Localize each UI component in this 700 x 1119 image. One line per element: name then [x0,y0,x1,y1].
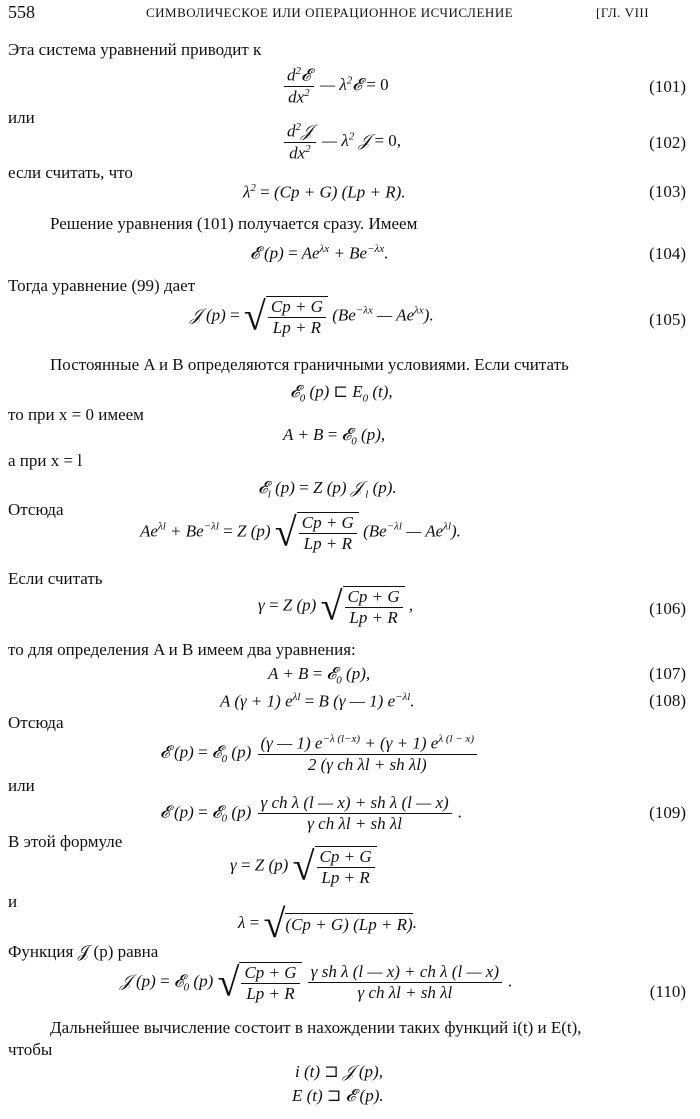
paragraph: Если считать [8,569,103,588]
running-title: СИМВОЛИЧЕСКОЕ ИЛИ ОПЕРАЦИОННОЕ ИСЧИСЛЕНИЕ [146,5,514,20]
paragraph: или [8,108,35,127]
equation-lambda: λ = √(Cp + G) (Lp + R). [238,901,417,946]
equation-gamma: γ = Z (p) √ $\frac{Cp + G}{Lp + R}$ [230,846,377,887]
paragraph: то для определения A и B имеем два уравнения: [8,640,356,659]
equation-boundary-3: 𝓔$_l$ (p) = Z (p) 𝒥 $_l$ (p). [258,478,397,501]
paragraph: Постоянные A и B определяются граничными условиями. Если считать [50,355,569,374]
paragraph: то при x = 0 имеем [8,405,144,424]
equation-number: (108) [649,691,686,710]
equation-boundary-1: 𝓔$_0$ (p) ⊏ $E_0$ (t), [290,382,393,405]
equation-derived: $Ae^{\lambda l} + Be^{-\lambda l} = Z$ (p) √ $\frac{Cp + G}{Lp + R}$ ($Be^{-\lambda l}$ — $Ae^{\lambda l}$). [140,509,461,555]
equation-103: $\lambda^2 = (Cp + G) (Lp + R)$. [243,182,406,202]
equation-107: A + B = 𝓔$_0$ (p), [268,664,371,687]
equation-solution: 𝓔 (p) = 𝓔$_0$ (p) $\frac{(\gamma — 1) e^{-\lambda (l-x)} + (\gamma + 1) e^{\lambda (l - x)}}{\text{2 (γ ch λl + sh λl)}}$ [160,734,479,773]
equation-105: 𝒥 (p) = √ $\frac{Cp + G}{Lp + R}$ ($Be^{-\lambda x}$ — $Ae^{\lambda x}$). [190,293,434,339]
chapter-label: [ГЛ. VIII [596,5,650,20]
equation-number: (107) [649,664,686,683]
paragraph: Решение уравнения (101) получается сразу. Имеем [50,214,418,233]
paragraph: Отсюда [8,500,64,519]
paragraph: чтобы [8,1040,53,1059]
page-number: 558 [8,2,35,22]
paragraph: Отсюда [8,713,64,732]
equation-number: (104) [649,244,686,263]
paragraph: или [8,776,35,795]
equation-106: γ = Z (p) √ $\frac{Cp + G}{Lp + R}$ , [258,583,414,629]
equation-101: $\frac{d^2𝓔}{dx^2}$ — $\lambda^2𝓔 = 0$ [282,66,389,106]
equation-108: A (γ + 1) $e^{\lambda l} = B$ (γ — 1) $e^{-\lambda l}$. [220,691,415,711]
equation-number: (101) [649,77,686,96]
paragraph: В этой формуле [8,832,123,851]
equation-final-1: i (t) ⊐ 𝒥 (p), [295,1062,383,1081]
paragraph: Функция 𝒥 (p) равна [8,942,159,961]
equation-number: (102) [649,133,686,152]
paragraph: а при x = l [8,451,83,470]
paragraph: Тогда уравнение (99) дает [8,276,196,295]
equation-number: (109) [649,803,686,822]
equation-number: (103) [649,182,686,201]
paragraph: Дальнейшее вычисление состоит в нахождении таких функций i(t) и E(t), [50,1018,582,1037]
equation-110: 𝒥 (p) = 𝓔$_0$ (p) √ $\frac{Cp + G}{Lp + R}$ $\frac{\text{γ sh λ (l — x) + ch λ (l — x)}}{\text{γ ch λl + sh λl}}$ . [120,959,513,1005]
equation-number: (110) [649,982,686,1001]
equation-109: 𝓔 (p) = 𝓔$_0$ (p) $\frac{\text{γ ch λ (l — x) + sh λ (l — x)}}{\text{γ ch λl + sh λl}}$ . [160,793,463,833]
paragraph: Эта система уравнений приводит к [8,40,262,59]
equation-number: (105) [649,310,686,329]
equation-number: (106) [649,599,686,618]
equation-102: $\frac{d^2𝒥}{dx^2}$ — $\lambda^2$ 𝒥 = 0, [282,122,401,162]
paragraph: если считать, что [8,163,133,182]
equation-final-2: E (t) ⊐ 𝓔 (p). [292,1086,384,1105]
equation-boundary-2: A + B = 𝓔$_0$ (p), [283,425,386,448]
paragraph: и [8,892,18,911]
equation-104: 𝓔 $(p) = Ae^{\lambda x} + Be^{-\lambda x}$. [250,243,389,263]
